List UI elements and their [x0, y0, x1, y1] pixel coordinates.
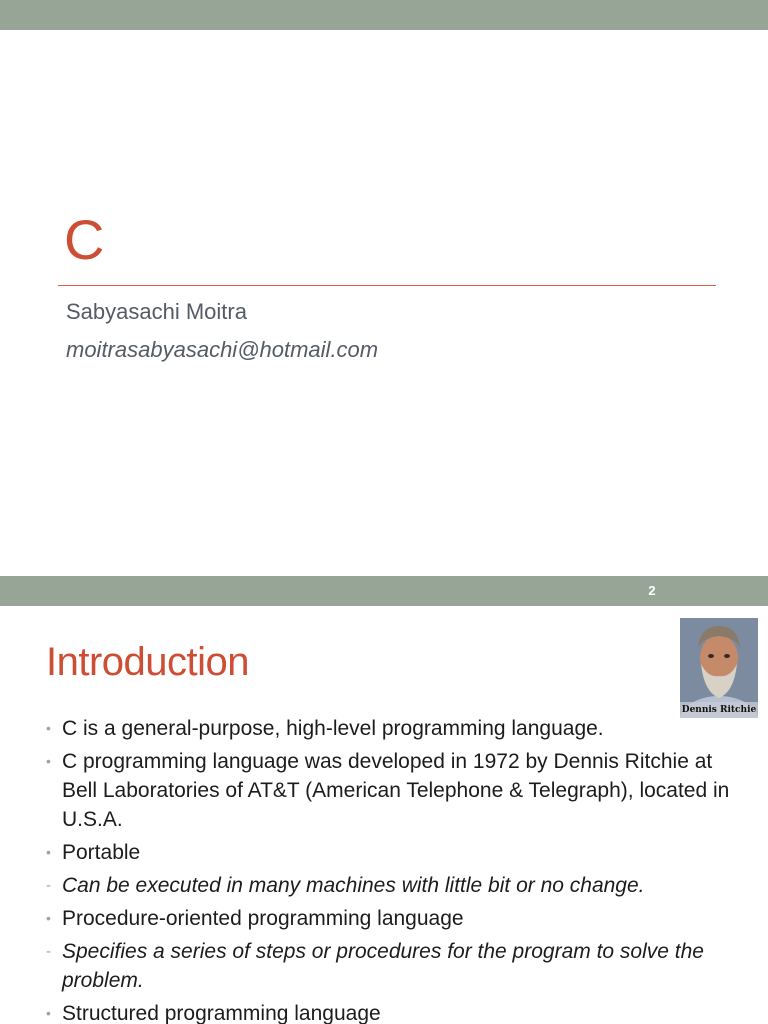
bullet-item	[46, 904, 736, 933]
dennis-ritchie-photo	[680, 618, 758, 718]
sub-bullet-item	[46, 937, 736, 995]
bullet-text: C is a general-purpose, high-level programming language.	[62, 717, 604, 740]
bullet-marker-icon: •	[46, 1005, 51, 1021]
dash-marker-icon: -	[46, 943, 51, 960]
slide1-title: C	[64, 208, 105, 271]
slide-number: 2	[648, 583, 656, 598]
bullet-marker-icon: •	[46, 753, 51, 769]
bullet-marker-icon: •	[46, 844, 51, 860]
bullet-text: Structured programming language	[62, 1002, 381, 1024]
slide2-title: Introduction	[46, 640, 250, 684]
author-name: Sabyasachi Moitra	[66, 299, 247, 324]
bullet-marker-icon: •	[46, 720, 51, 736]
bullet-item	[46, 747, 736, 834]
bullet-marker-icon: •	[46, 910, 51, 926]
bullet-text: Procedure-oriented programming language	[62, 907, 464, 930]
bullet-item	[46, 999, 736, 1024]
bullet-item	[46, 838, 736, 867]
bullet-list	[46, 714, 736, 1024]
bullet-item	[46, 714, 736, 743]
photo-caption: Dennis Ritchie	[681, 705, 757, 715]
title-underline	[58, 285, 716, 286]
slide1-top-band	[0, 0, 768, 30]
sub-bullet-item	[46, 871, 736, 900]
author-email: moitrasabyasachi@hotmail.com	[66, 337, 379, 362]
bullet-text: Portable	[62, 841, 141, 864]
bullet-text: C programming language was developed in 1972 by Dennis Ritchie at Bell Laboratories of AT&T (American Telephone & Telegraph), located in U.S.A.	[62, 750, 730, 831]
portrait-image	[680, 618, 758, 718]
bullet-text: Can be executed in many machines with little bit or no change.	[62, 874, 645, 897]
bullet-text: Specifies a series of steps or procedures for the program to solve the problem.	[62, 940, 704, 992]
dash-marker-icon: -	[46, 877, 51, 894]
